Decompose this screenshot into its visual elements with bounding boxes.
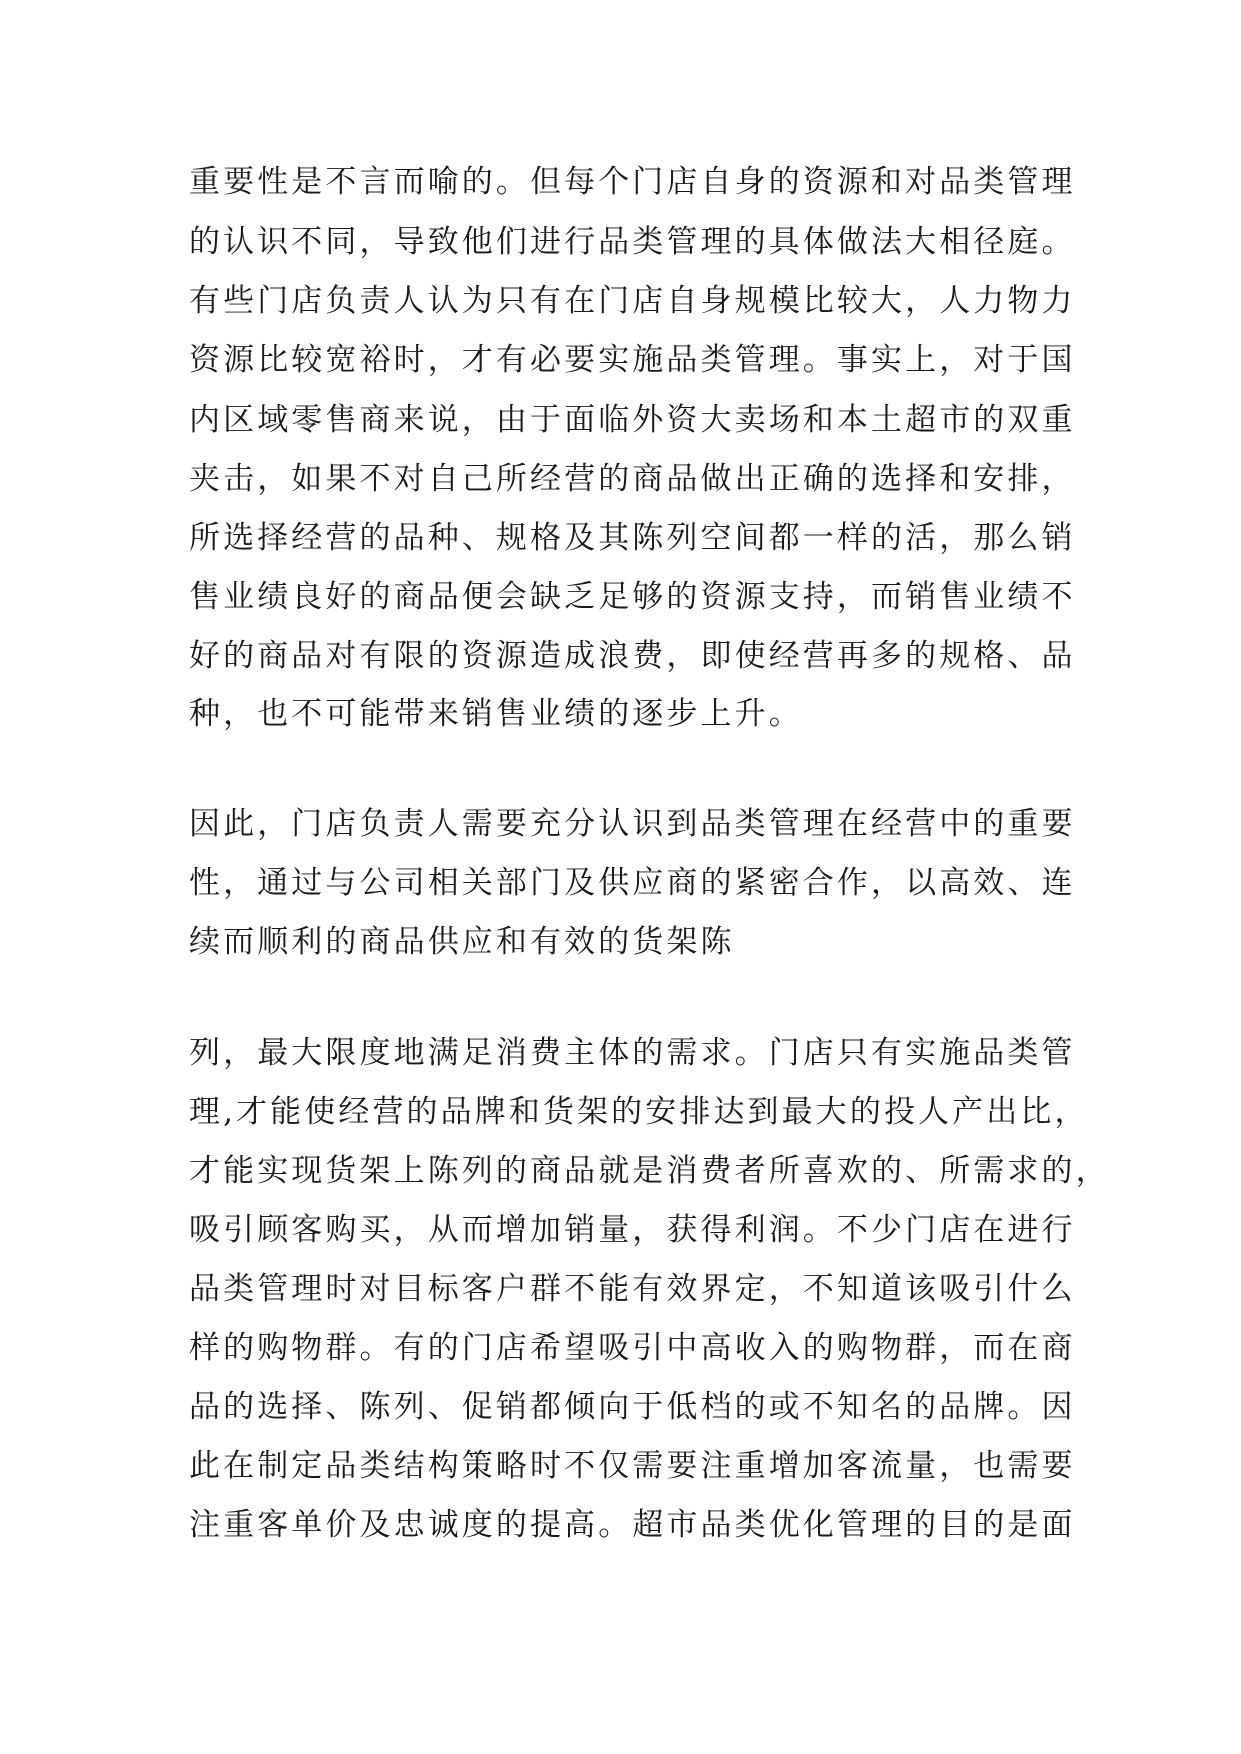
paragraph-3-line-8: 此在制定品类结构策略时不仅需要注重增加客流量，也需要 bbox=[189, 1448, 1076, 1484]
paragraph-3-line-9: 注重客单价及忠诚度的提高。超市品类优化管理的目的是面 bbox=[189, 1507, 1076, 1543]
paragraph-3-line-3: 才能实现货架上陈列的商品就是消费者所喜欢的、所需求的， bbox=[189, 1153, 1110, 1189]
paragraph-1-line-10: 种，也不可能带来销售业绩的逐步上升。 bbox=[189, 696, 803, 732]
paragraph-2-line-3: 续而顺利的商品供应和有效的货架陈 bbox=[189, 924, 735, 960]
paragraph-1-line-1: 重要性是不言而喻的。但每个门店自身的资源和对品类管理 bbox=[189, 164, 1076, 200]
paragraph-2-line-2: 性，通过与公司相关部门及供应商的紧密合作，以高效、连 bbox=[189, 865, 1076, 901]
paragraph-1-line-6: 夹击，如果不对自己所经营的商品做出正确的选择和安排， bbox=[189, 461, 1076, 497]
paragraph-3-line-7: 品的选择、陈列、促销都倾向于低档的或不知名的品牌。因 bbox=[189, 1389, 1076, 1425]
paragraph-3-line-1: 列，最大限度地满足消费主体的需求。门店只有实施品类管 bbox=[189, 1035, 1076, 1071]
paragraph-2-line-1: 因此，门店负责人需要充分认识到品类管理在经营中的重要 bbox=[189, 806, 1076, 842]
paragraph-3-line-2: 理,才能使经营的品牌和货架的安排达到最大的投人产出比， bbox=[189, 1094, 1089, 1130]
paragraph-1-line-2: 的认识不同，导致他们进行品类管理的具体做法大相径庭。 bbox=[189, 224, 1076, 260]
paragraph-1-line-5: 内区域零售商来说，由于面临外资大卖场和本土超市的双重 bbox=[189, 402, 1076, 438]
paragraph-1-line-3: 有些门店负责人认为只有在门店自身规模比较大，人力物力 bbox=[189, 283, 1076, 319]
paragraph-3-line-6: 样的购物群。有的门店希望吸引中高收入的购物群，而在商 bbox=[189, 1330, 1076, 1366]
paragraph-1-line-4: 资源比较宽裕时，才有必要实施品类管理。事实上，对于国 bbox=[189, 342, 1076, 378]
paragraph-1-line-7: 所选择经营的品种、规格及其陈列空间都一样的活，那么销 bbox=[189, 520, 1076, 556]
paragraph-1-line-8: 售业绩良好的商品便会缺乏足够的资源支持，而销售业绩不 bbox=[189, 579, 1076, 615]
paragraph-1-line-9: 好的商品对有限的资源造成浪费，即使经营再多的规格、品 bbox=[189, 638, 1076, 674]
paragraph-3-line-4: 吸引顾客购买，从而增加销量，获得利润。不少门店在进行 bbox=[189, 1212, 1076, 1248]
paragraph-3-line-5: 品类管理时对目标客户群不能有效界定，不知道该吸引什么 bbox=[189, 1271, 1076, 1307]
